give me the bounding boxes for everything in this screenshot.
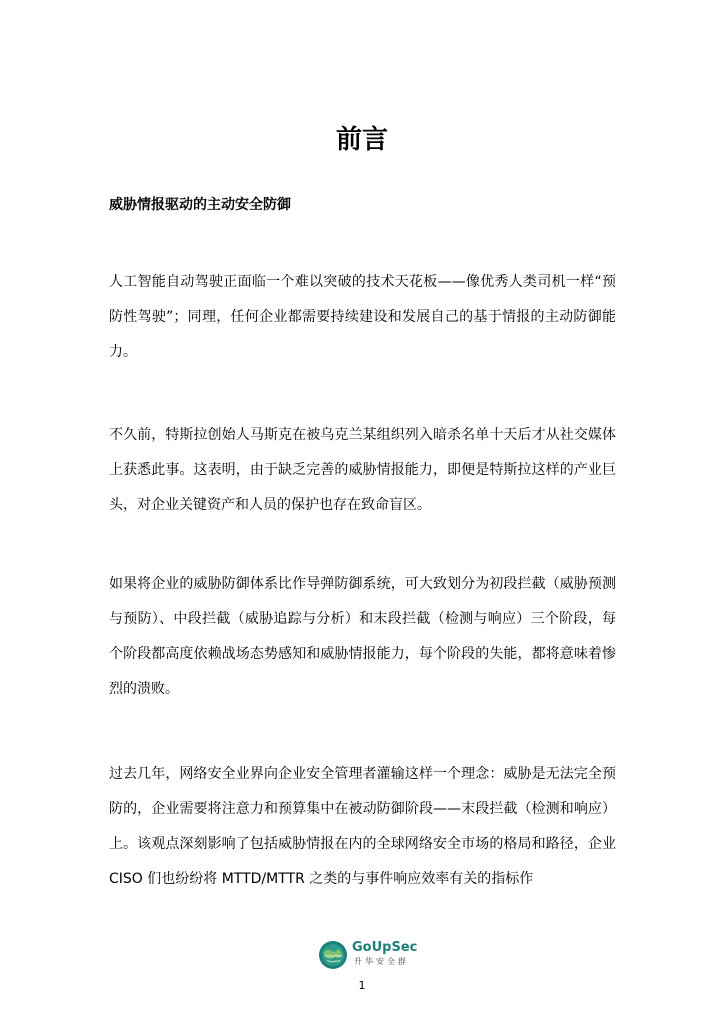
page-number: 1: [358, 979, 366, 992]
logo-brand: GoUpSec: [352, 940, 418, 955]
paragraph: 如果将企业的威胁防御体系比作导弹防御系统，可大致划分为初段拦截（威胁预测与预防）、中段拦截（威胁追踪与分析）和末段拦截（检测与响应）三个阶段，每个阶段都高度依赖战场态势感知和威胁情报能力，每个阶段的失能，都将意味着惨烈的溃败。: [109, 576, 616, 697]
section-heading: 威胁情报驱动的主动安全防御: [109, 197, 291, 213]
svg-text:GoUpSec: GoUpSec: [324, 953, 342, 958]
paragraph: 不久前，特斯拉创始人马斯克在被乌克兰某组织列入暗杀名单十天后才从社交媒体上获悉此事。这表明，由于缺乏完善的威胁情报能力，即便是特斯拉这样的产业巨头，对企业关键资产和人员的保护也存在致命盲区。: [109, 427, 616, 513]
footer-logo: [318, 940, 418, 974]
paragraph: 人工智能自动驾驶正面临一个难以突破的技术天花板——像优秀人类司机一样“预防性驾驶”；同理，任何企业都需要持续建设和发展自己的基于情报的主动防御能力。: [109, 274, 616, 360]
page-title: 前言: [335, 125, 388, 155]
paragraph: 过去几年，网络安全业界向企业安全管理者灌输这样一个理念：威胁是无法完全预防的，企业需要将注意力和预算集中在被动防御阶段——末段拦截（检测和响应）上。该观点深刻影响了包括威胁情报在内的全球网络安全市场的格局和路径，企业 CISO 们也纷纷将 MTTD/MTTR 之类的与事件响应效率有关的指标作: [109, 766, 616, 887]
logo-subtitle: 升华安全群: [354, 957, 409, 966]
globe-logo-icon: [318, 940, 348, 970]
